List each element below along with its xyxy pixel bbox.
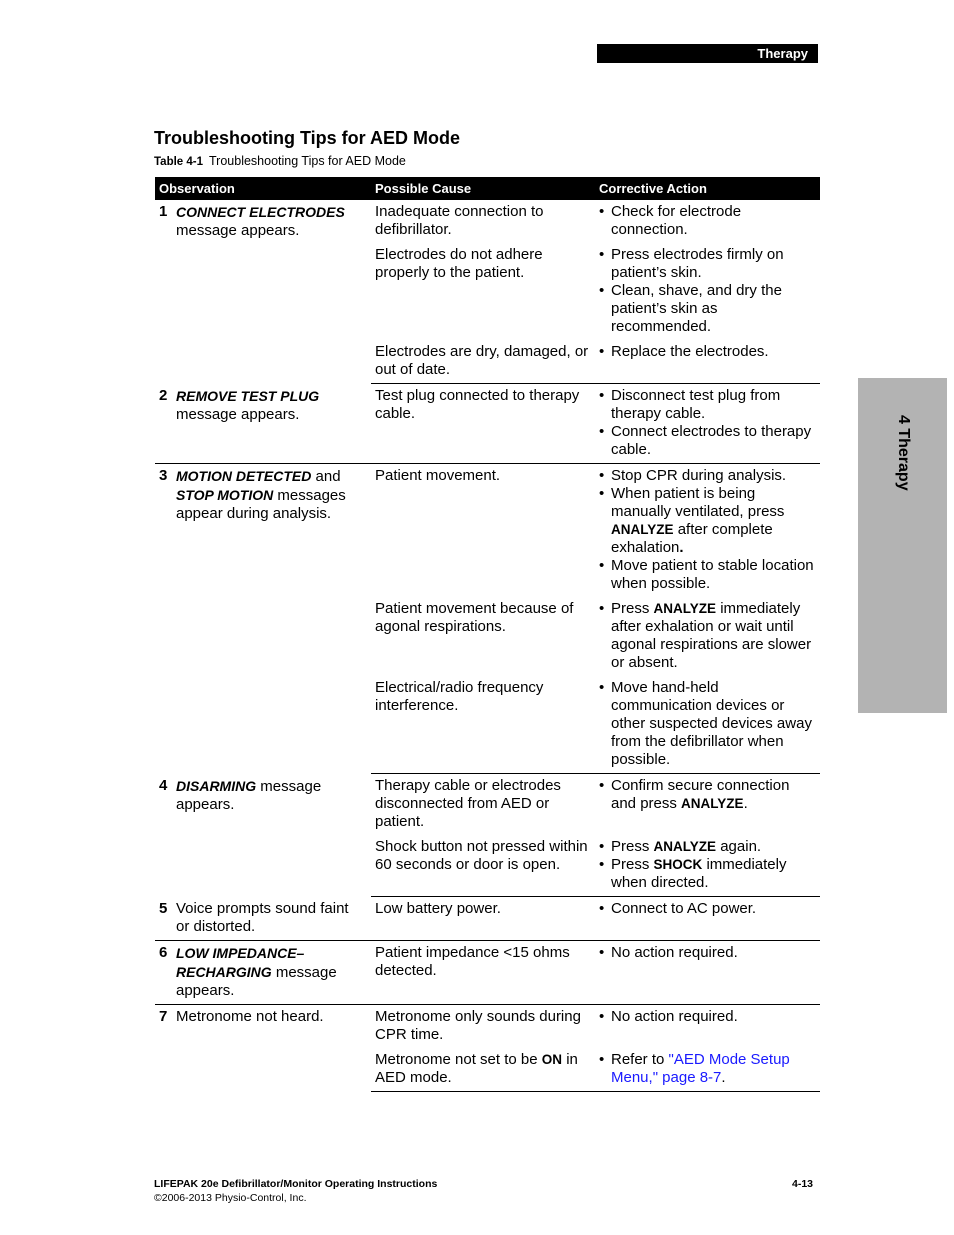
table-number: Table 4-1	[154, 156, 203, 168]
cause-cell: Electrical/radio frequency interference.	[371, 672, 595, 774]
table-header-row	[155, 177, 820, 200]
row-number: 3	[159, 467, 168, 484]
screen-message: REMOVE TEST PLUG	[176, 387, 320, 404]
action-text: Press	[611, 838, 650, 855]
observation-cell	[155, 464, 371, 774]
aed-setup-menu-link[interactable]: "AED Mode Setup Menu," page 8-7	[611, 1050, 790, 1086]
action-item	[599, 856, 816, 892]
action-item: • Move patient to stable location when possible.	[599, 557, 816, 593]
table-row	[155, 940, 820, 1004]
action-text: immediately when directed.	[611, 856, 787, 891]
table-row	[155, 200, 820, 239]
action-item	[599, 600, 816, 672]
cause-cell: Electrodes are dry, damaged, or out of date.	[371, 336, 595, 384]
action-cell	[595, 831, 820, 897]
action-item: • Connect to AC power.	[599, 900, 816, 918]
action-item	[599, 838, 816, 856]
analyze-key-label: ANALYZE	[653, 601, 717, 616]
screen-message: DISARMING	[176, 777, 257, 794]
action-text: after complete exhalation	[611, 521, 773, 556]
table-row	[155, 1004, 820, 1044]
cause-text: Metronome not set to be	[375, 1050, 538, 1068]
action-text: Refer to	[611, 1050, 665, 1068]
observation-cell	[155, 774, 371, 897]
table-caption	[154, 154, 406, 168]
analyze-key-label: ANALYZE	[681, 796, 744, 811]
observation-text: message appears.	[176, 405, 300, 423]
action-cell	[595, 940, 820, 1004]
action-item: • Press electrodes firmly on patient’s skin.	[599, 246, 816, 282]
cause-cell: Metronome only sounds during CPR time.	[375, 1007, 581, 1043]
analyze-key-label: ANALYZE	[653, 839, 717, 854]
screen-message: CONNECT ELECTRODES	[176, 204, 345, 220]
observation-cell	[155, 1004, 371, 1091]
observation-text: Metronome not heard.	[176, 1007, 324, 1025]
section-title: Troubleshooting Tips for AED Mode	[154, 128, 460, 148]
header-observation: Observation	[155, 177, 371, 200]
action-item: • Check for electrode connection.	[599, 203, 816, 239]
row-number: 6	[159, 943, 168, 961]
observation-cell	[155, 940, 371, 1004]
action-text: .	[679, 539, 684, 556]
header-possible-cause: Possible Cause	[371, 177, 595, 200]
action-cell	[595, 336, 820, 384]
action-item: • Connect electrodes to therapy cable.	[599, 423, 816, 459]
action-item: • Move hand-held communication devices or other suspected devices away from the defibrillator when possible.	[599, 679, 816, 769]
observation-cell	[155, 200, 371, 384]
screen-message: LOW IMPEDANCE– RECHARGING	[176, 944, 305, 980]
cause-cell: Low battery power.	[371, 897, 595, 941]
action-text: Confirm secure connection and press	[611, 777, 790, 812]
observation-text: and	[315, 468, 341, 485]
action-item: • Replace the electrodes.	[599, 343, 816, 361]
row-number: 5	[159, 899, 168, 917]
action-item	[599, 1051, 816, 1087]
action-cell	[595, 464, 820, 594]
observation-cell	[155, 897, 371, 941]
on-setting-label: ON	[541, 1051, 563, 1067]
footer-copyright: ©2006-2013 Physio-Control, Inc.	[154, 1192, 307, 1204]
analyze-key-label: ANALYZE	[611, 522, 674, 537]
screen-message: STOP MOTION	[176, 487, 274, 503]
action-text: Press	[611, 600, 650, 617]
action-item	[599, 485, 816, 557]
chapter-side-tab-label: 4 Therapy	[895, 415, 912, 491]
cause-cell: Patient impedance <15 ohms detected.	[371, 940, 595, 1004]
action-cell	[595, 897, 820, 941]
table-caption-text: Troubleshooting Tips for AED Mode	[209, 154, 406, 168]
observation-text: message appears.	[176, 963, 337, 999]
action-text: immediately after exhalation or wait until agonal respirations are slower or absent.	[611, 600, 812, 671]
action-item	[599, 777, 816, 813]
cause-cell: Patient movement.	[375, 467, 501, 484]
row-number: 7	[159, 1007, 168, 1025]
action-text: .	[721, 1068, 726, 1086]
table-row	[155, 774, 820, 832]
cause-cell: Test plug connected to therapy cable.	[371, 384, 595, 464]
action-text: When patient is being manually ventilated, press	[611, 485, 785, 520]
page-number: 4-13	[792, 1178, 814, 1190]
action-cell	[595, 1044, 820, 1092]
action-item: • Clean, shave, and dry the patient’s skin as recommended.	[599, 282, 816, 336]
action-cell	[595, 774, 820, 832]
action-item: • No action required.	[599, 1008, 816, 1026]
row-number: 2	[159, 386, 168, 404]
row-number: 1	[159, 203, 168, 220]
cause-cell: Therapy cable or electrodes disconnected from AED or patient.	[375, 777, 561, 830]
action-text: .	[743, 795, 748, 812]
observation-text: messages appear during analysis.	[176, 487, 346, 522]
action-item: • Stop CPR during analysis.	[599, 467, 816, 485]
section-header-tab: Therapy	[597, 44, 818, 63]
cause-cell	[371, 1044, 595, 1092]
table-row	[155, 464, 820, 594]
row-number: 4	[159, 776, 168, 794]
cause-cell: Shock button not pressed within 60 seconds or door is open.	[371, 831, 595, 897]
action-cell	[595, 672, 820, 774]
shock-key-label: SHOCK	[653, 857, 703, 872]
observation-text: Voice prompts sound faint or distorted.	[176, 899, 349, 935]
footer-document-title: LIFEPAK 20e Defibrillator/Monitor Operating Instructions	[154, 1178, 438, 1190]
action-cell	[595, 1004, 820, 1044]
action-item: • Disconnect test plug from therapy cable.	[599, 387, 816, 423]
observation-text: message appears.	[176, 222, 300, 239]
action-cell	[595, 384, 820, 464]
table-row	[155, 897, 820, 941]
cause-text: in AED mode.	[375, 1050, 578, 1086]
action-cell	[595, 593, 820, 672]
action-cell	[595, 200, 820, 239]
cause-cell: Inadequate connection to defibrillator.	[375, 203, 544, 238]
screen-message: MOTION DETECTED	[176, 468, 312, 484]
observation-cell	[155, 384, 371, 464]
table-row	[155, 384, 820, 464]
cause-cell: Patient movement because of agonal respirations.	[375, 600, 574, 635]
header-corrective-action: Corrective Action	[595, 177, 820, 200]
cause-cell: Electrodes do not adhere properly to the patient.	[375, 246, 543, 281]
action-text: again.	[720, 838, 762, 855]
observation-text: message appears.	[176, 777, 322, 813]
action-text: Press	[611, 856, 650, 873]
troubleshooting-table	[155, 177, 820, 1092]
action-item: • No action required.	[599, 944, 816, 962]
action-cell	[595, 239, 820, 336]
